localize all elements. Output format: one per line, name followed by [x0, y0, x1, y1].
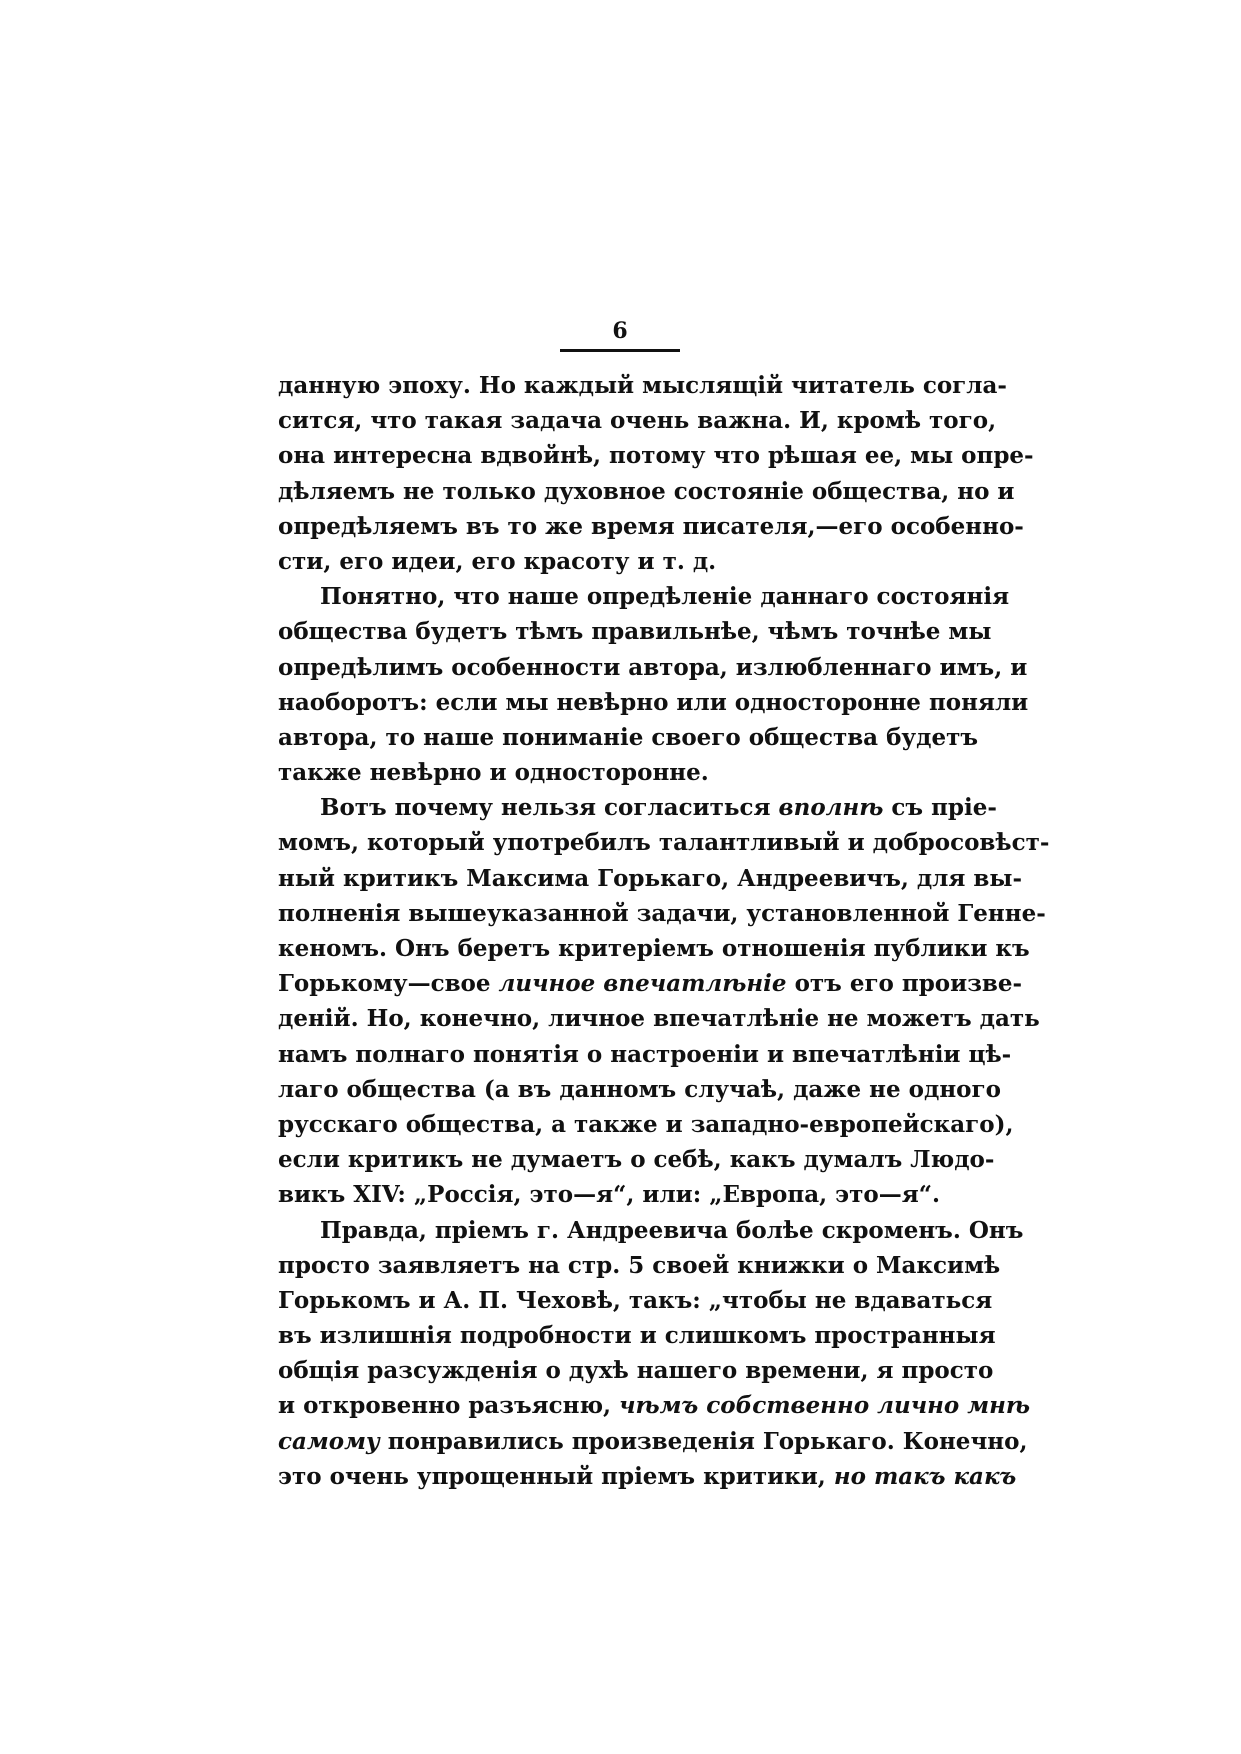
text-line [278, 861, 1022, 896]
page-number: 6 [612, 318, 628, 344]
body-text [278, 368, 1050, 1494]
text-line [278, 1001, 1040, 1036]
paragraph [278, 1213, 1031, 1495]
page-number-rule [560, 349, 680, 352]
text-line [278, 368, 1007, 403]
text-segment: также невѣрно и односторонне. [278, 759, 709, 787]
text-segment: въ излишнія подробности и слишкомъ пространныя [278, 1322, 996, 1350]
text-line [278, 614, 992, 649]
text-line [278, 685, 1029, 720]
text-segment: дѣляемъ не только духовное состояніе общества, но и [278, 477, 1015, 505]
text-segment: сится, что такая задача очень важна. И, кромѣ того, [278, 407, 997, 435]
text-segment: данную эпоху. Но каждый мыслящій читатель согла- [278, 372, 1007, 399]
text-line [278, 509, 1024, 544]
text-segment: кеномъ. Онъ беретъ критеріемъ отношенія публики къ [278, 935, 1030, 962]
text-segment: и откровенно разъясню, [278, 1392, 620, 1420]
text-segment: отъ его произве- [786, 970, 1023, 998]
text-line [278, 474, 1015, 509]
italic-emphasis: вполнѣ [778, 794, 884, 822]
text-line [278, 1388, 1031, 1423]
text-line [278, 403, 997, 438]
text-segment: съ пріе- [883, 794, 997, 822]
text-segment: Понятно, что наше опредѣленіе даннаго состоянія [320, 583, 1010, 611]
text-segment: понравились произведенія Горькаго. Конечно, [379, 1427, 1028, 1455]
text-line [278, 896, 1046, 931]
text-line [278, 1037, 1012, 1072]
text-line [278, 1072, 1001, 1107]
text-segment: это очень упрощенный пріемъ критики, [278, 1462, 834, 1490]
text-line [278, 650, 1028, 685]
text-segment: если критикъ не думаетъ о себѣ, какъ думалъ Людо- [278, 1146, 995, 1174]
text-segment: лаго общества (а въ данномъ случаѣ, даже не одного [278, 1075, 1001, 1103]
text-line [278, 1177, 956, 1212]
text-line [278, 1459, 1017, 1494]
text-segment: Вотъ почему нельзя согласиться [320, 794, 779, 822]
text-line [278, 1353, 994, 1388]
text-segment: автора, то наше пониманіе своего общества будетъ [278, 723, 979, 751]
text-segment: сти, его идеи, его красоту и т. д. [278, 547, 717, 575]
text-line [278, 544, 956, 579]
text-line [278, 1424, 1028, 1459]
text-segment: опредѣлимъ особенности автора, излюбленнаго имъ, и [278, 653, 1028, 681]
text-line [278, 1213, 1024, 1248]
text-segment: просто заявляетъ на стр. 5 своей книжки о Максимѣ [278, 1251, 1001, 1279]
text-line [278, 1318, 996, 1353]
text-line [278, 720, 979, 755]
text-line [278, 825, 1050, 860]
text-line [278, 579, 1010, 614]
text-segment: викъ XIV: „Россія, это—я“, или: „Европа, это—я“. [278, 1181, 940, 1209]
italic-emphasis: чѣмъ собственно лично мнѣ [619, 1392, 1031, 1420]
text-segment: Горькомъ и А. П. Чеховѣ, такъ: „чтобы не вдаваться [278, 1286, 993, 1314]
text-line [278, 931, 1030, 966]
paragraph [278, 790, 1050, 1212]
text-segment: русскаго общества, а также и западно-европейскаго), [278, 1110, 1014, 1138]
text-line [278, 1142, 995, 1177]
text-line [278, 1283, 993, 1318]
text-segment: общія разсужденія о духѣ нашего времени, я просто [278, 1357, 994, 1385]
text-line [278, 1248, 1001, 1283]
text-segment: Правда, пріемъ г. Андреевича болѣе скроменъ. Онъ [320, 1216, 1024, 1244]
text-segment: полненія вышеуказанной задачи, установленной Генне- [278, 899, 1046, 927]
text-segment: опредѣляемъ въ то же время писателя,—его особенно- [278, 512, 1024, 540]
text-line [278, 438, 1034, 473]
paragraph [278, 579, 1029, 790]
text-segment: наоборотъ: если мы невѣрно или односторонне поняли [278, 688, 1029, 716]
text-line [278, 755, 956, 790]
text-segment: деній. Но, конечно, личное впечатлѣніе не можетъ дать [278, 1005, 1040, 1033]
text-segment: намъ полнаго понятія о настроеніи и впечатлѣніи цѣ- [278, 1040, 1012, 1068]
text-segment: она интересна вдвойнѣ, потому что рѣшая ее, мы опре- [278, 442, 1034, 470]
italic-emphasis: личное впечатлѣніе [498, 970, 787, 998]
text-segment: момъ, который употребилъ талантливый и добросовѣст- [278, 829, 1050, 857]
paragraph [278, 368, 1034, 579]
italic-emphasis: но такъ какъ [833, 1462, 1017, 1490]
text-segment: ный критикъ Максима Горькаго, Андреевичъ, для вы- [278, 864, 1022, 892]
italic-emphasis: самому [278, 1427, 380, 1455]
text-segment: Горькому—свое [278, 970, 499, 998]
text-line [278, 1107, 1014, 1142]
text-line [278, 790, 997, 825]
text-line [278, 966, 1023, 1001]
text-segment: общества будетъ тѣмъ правильнѣе, чѣмъ точнѣе мы [278, 618, 992, 646]
